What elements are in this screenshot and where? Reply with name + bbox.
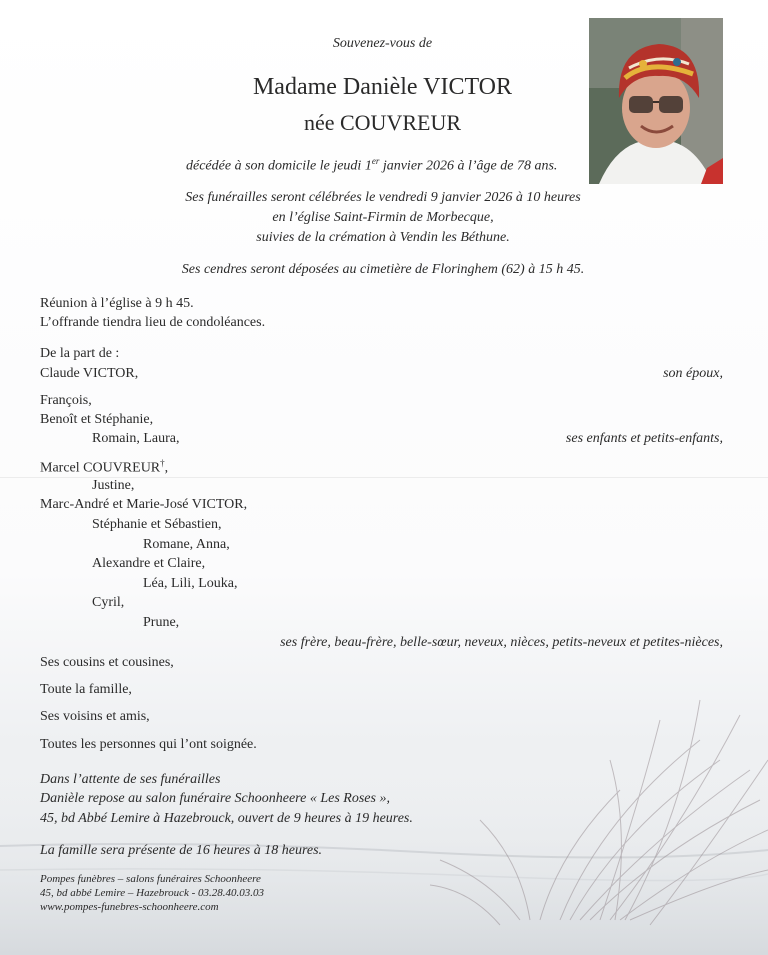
siblings-role: ses frère, beau-frère, belle-sœur, neveux, nièces, petits-neveux et petites-nièces, xyxy=(280,635,723,650)
from-label: De la part de : xyxy=(40,346,120,361)
child-benoit-stephanie: Benoît et Stéphanie, xyxy=(40,412,154,427)
visit-line-3: 45, bd Abbé Lemire à Hazebrouck, ouvert de 9 heures à 19 heures. xyxy=(40,811,413,826)
nephew-alexandre-claire: Alexandre et Claire, xyxy=(92,556,206,571)
grandniece-lea-lili-louka: Léa, Lili, Louka, xyxy=(143,576,238,591)
grandchildren-romain-laura: Romain, Laura, xyxy=(92,431,180,446)
visit-line-2: Danièle repose au salon funéraire Schoonheere « Les Roses », xyxy=(40,791,390,806)
children-role: ses enfants et petits-enfants, xyxy=(565,431,723,446)
all-family-line: Toute la famille, xyxy=(40,682,132,697)
child-francois: François, xyxy=(40,393,92,408)
funeral-line-1: Ses funérailles seront célébrées le vendredi 9 janvier 2026 à 10 heures xyxy=(185,190,581,205)
sibling-marc-andre-marie-jose: Marc-André et Marie-José VICTOR, xyxy=(40,497,248,512)
portrait-photo xyxy=(589,18,723,184)
deceased-name: Madame Danièle VICTOR xyxy=(252,74,513,100)
husband-role: son époux, xyxy=(663,366,723,381)
husband-name: Claude VICTOR, xyxy=(40,366,139,381)
funeral-line-2: en l’église Saint-Firmin de Morbecque, xyxy=(272,210,494,225)
visit-line-1: Dans l’attente de ses funérailles xyxy=(40,772,221,787)
church-meeting-note: Réunion à l’église à 9 h 45. xyxy=(40,296,194,311)
offering-note: L’offrande tiendra lieu de condoléances. xyxy=(40,315,266,330)
funeral-line-3: suivies de la crémation à Vendin les Béthune. xyxy=(256,230,510,245)
grandniece-prune: Prune, xyxy=(143,615,180,630)
cousins-line: Ses cousins et cousines, xyxy=(40,655,174,670)
niece-justine: Justine, xyxy=(92,478,135,493)
nephew-cyril: Cyril, xyxy=(92,595,125,610)
nephew-stephanie-sebastien: Stéphanie et Sébastien, xyxy=(92,517,222,532)
footer-website: www.pompes-funebres-schoonheere.com xyxy=(40,901,219,913)
maiden-name: née COUVREUR xyxy=(303,110,462,135)
carers-line: Toutes les personnes qui l’ont soignée. xyxy=(40,737,257,752)
footer-address-phone: 45, bd abbé Lemire – Hazebrouck - 03.28.40.03.03 xyxy=(40,887,265,899)
grandniece-romane-anna: Romane, Anna, xyxy=(143,537,230,552)
footer-company: Pompes funèbres – salons funéraires Schoonheere xyxy=(40,873,261,885)
intro-text: Souvenez-vous de xyxy=(332,36,433,51)
sibling-marcel: Marcel COUVREUR†, xyxy=(40,458,169,476)
family-presence-line: La famille sera présente de 16 heures à 18 heures. xyxy=(40,843,323,858)
death-statement: décédée à son domicile le jeudi 1er janvier 2026 à l’âge de 78 ans. xyxy=(186,156,558,174)
ashes-statement: Ses cendres seront déposées au cimetière de Floringhem (62) à 15 h 45. xyxy=(181,262,585,277)
neighbours-line: Ses voisins et amis, xyxy=(40,709,150,724)
